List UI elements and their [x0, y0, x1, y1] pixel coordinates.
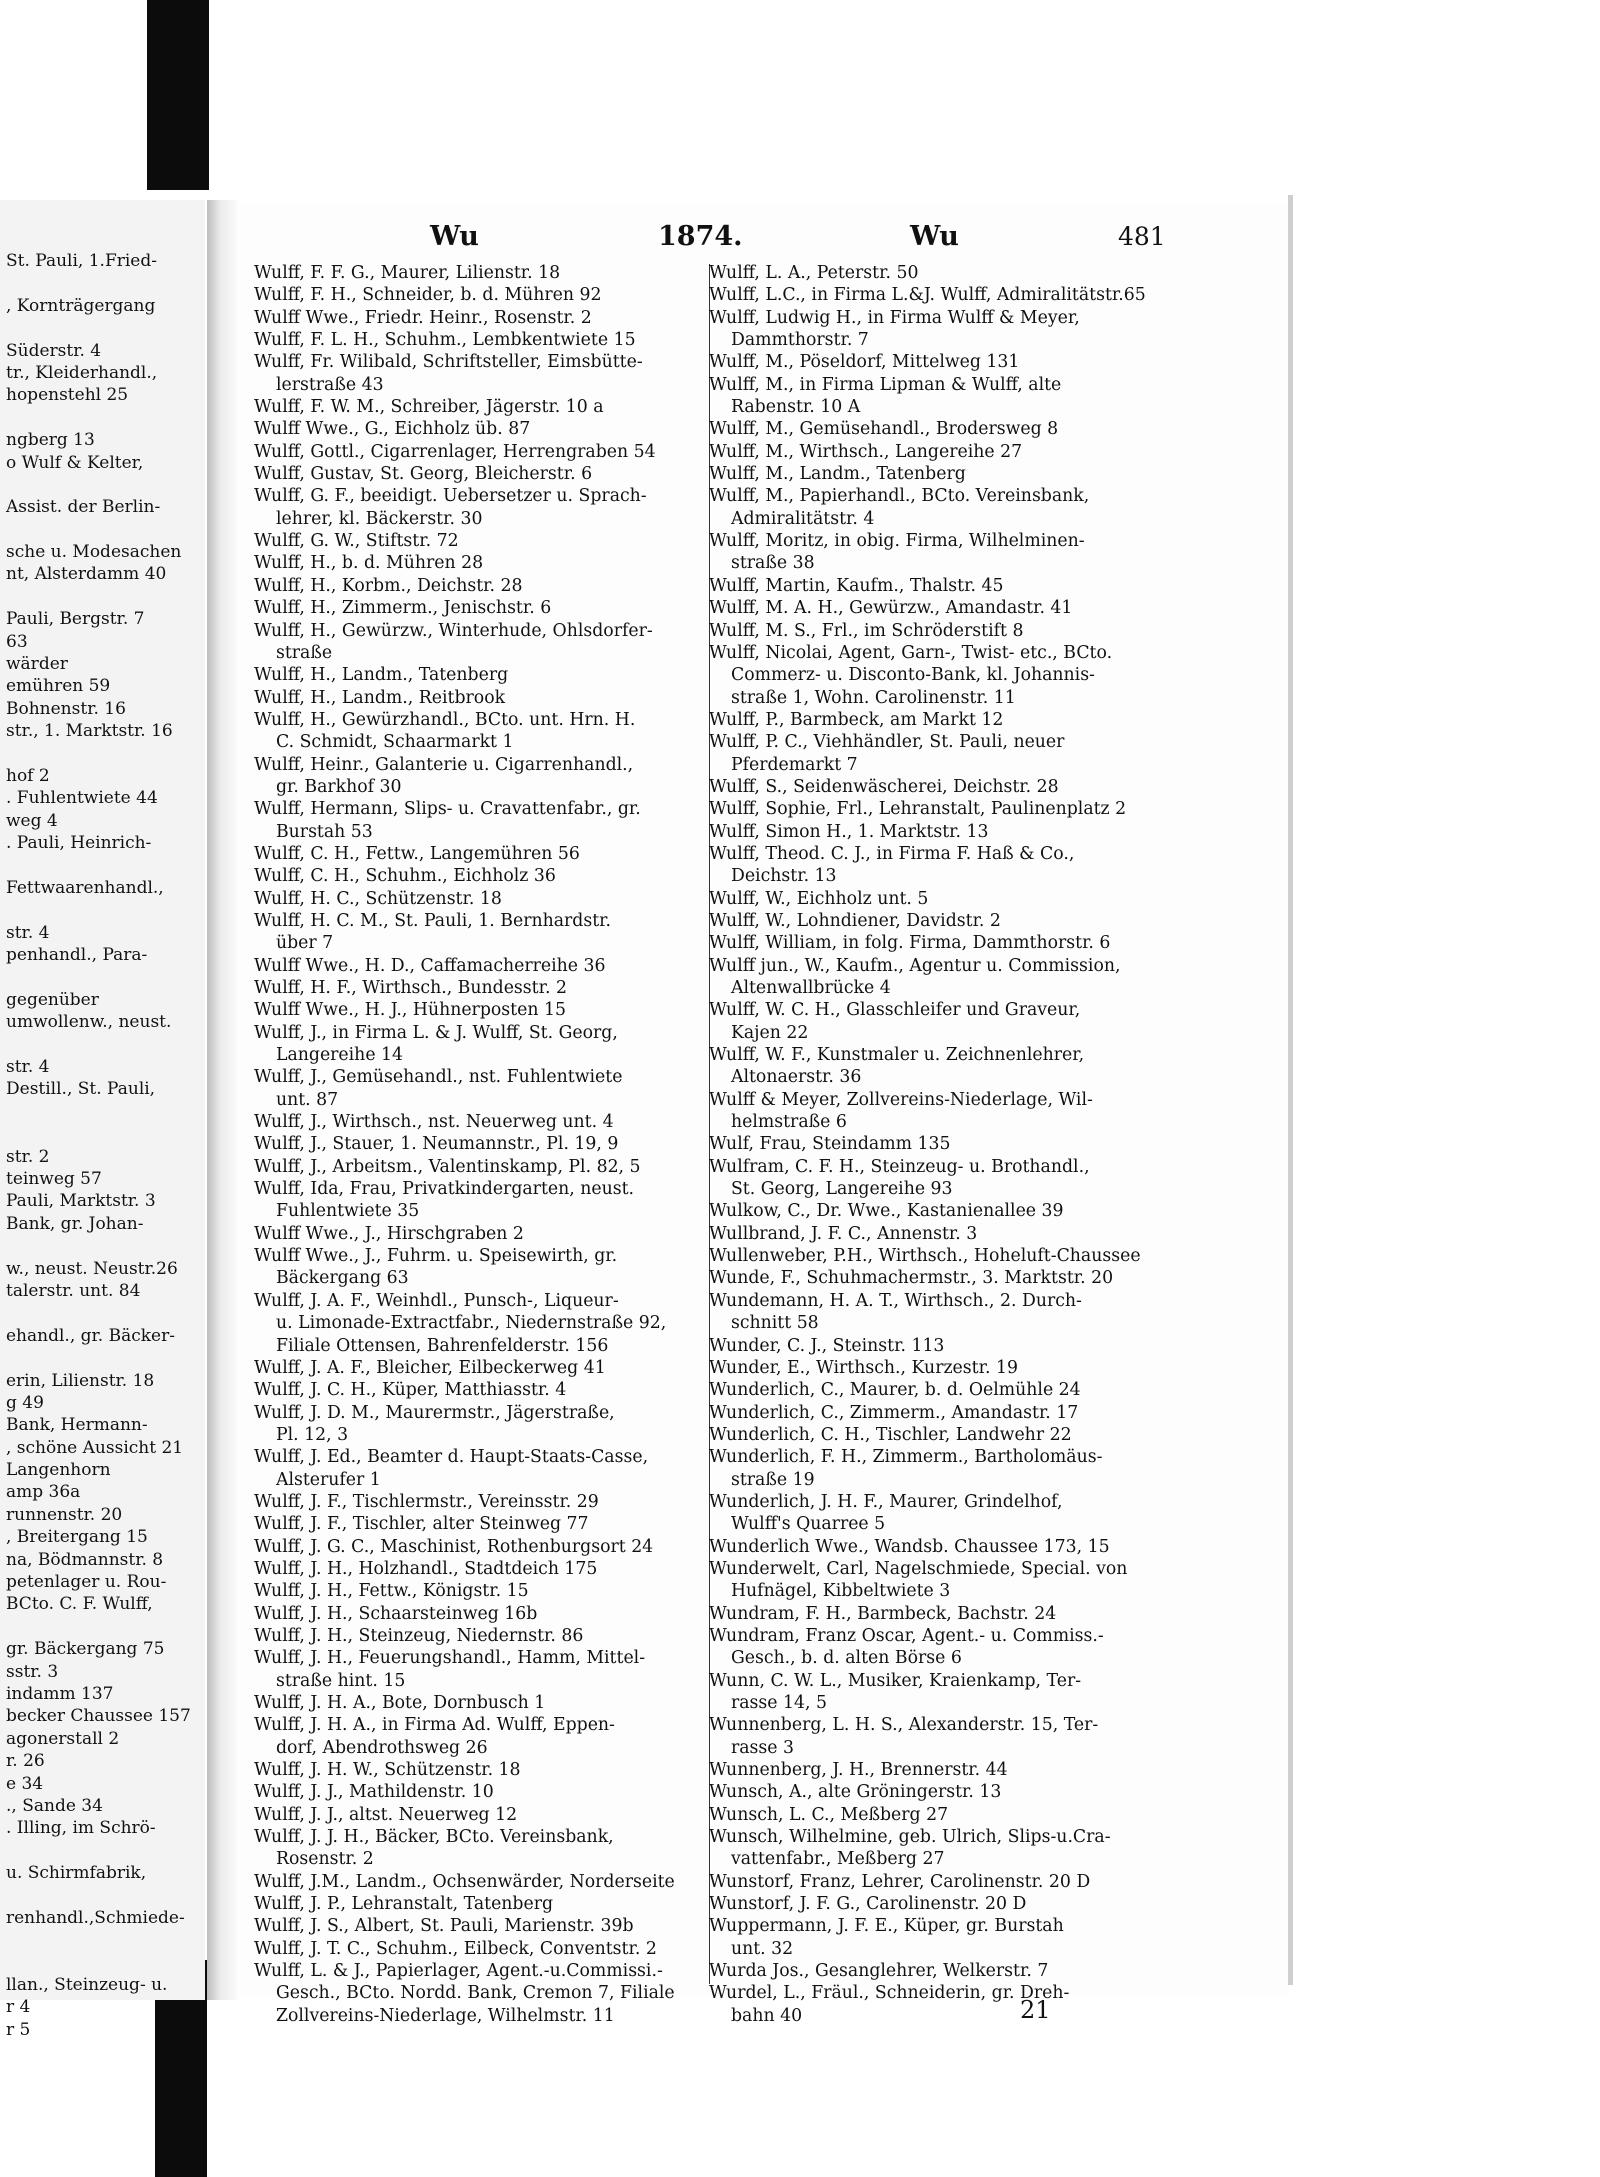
left-page-line: amp 36a: [6, 1482, 81, 1503]
directory-entry-line: Wulff, G. F., beeidigt. Uebersetzer u. Sprach-: [254, 486, 647, 507]
directory-entry-line: St. Georg, Langereihe 93: [709, 1179, 953, 1200]
directory-entry-line: Wulff Wwe., H. J., Hühnerposten 15: [254, 1000, 566, 1021]
directory-entry-line: Wulff, Moritz, in obig. Firma, Wilhelminen-: [709, 531, 1085, 552]
directory-entry-line: straße: [254, 642, 333, 663]
directory-entry-line: Wunderlich, C., Zimmerm., Amandastr. 17: [709, 1402, 1079, 1423]
directory-entry-line: Wulff, G. W., Stiftstr. 72: [254, 531, 459, 552]
left-page-line: [6, 474, 206, 496]
left-page-line: ehandl., gr. Bäcker-: [6, 1325, 175, 1346]
directory-entry-line: Wulff, L. & J., Papierlager, Agent.-u.Commissi.-: [254, 1961, 663, 1982]
directory-entry-line: Wundram, Franz Oscar, Agent.- u. Commiss.-: [709, 1625, 1104, 1646]
left-page-line: [6, 317, 206, 339]
directory-entry-line: Deichstr. 13: [709, 866, 837, 887]
left-page-line: sche u. Modesachen: [6, 542, 182, 563]
left-page-line: weg 4: [6, 810, 58, 831]
directory-entry-line: Wulff, J. F., Tischler, alter Steinweg 77: [254, 1514, 589, 1535]
left-page-line: umwollenw., neust.: [6, 1012, 172, 1033]
directory-entry-line: Wulff, M., Landm., Tatenberg: [709, 464, 966, 485]
directory-entry-line: Wunderlich Wwe., Wandsb. Chaussee 173, 15: [709, 1536, 1110, 1557]
directory-entry-line: helmstraße 6: [709, 1112, 847, 1133]
directory-entry-line: Wulff, H., Gewürzhandl., BCto. unt. Hrn. H.: [254, 709, 636, 730]
header-right-guide: Wu: [910, 221, 959, 252]
directory-entry-line: straße 19: [709, 1469, 815, 1490]
directory-entry-line: Wurda Jos., Gesanglehrer, Welkerstr. 7: [709, 1961, 1049, 1982]
left-page-line: tr., Kleiderhandl.,: [6, 362, 158, 383]
left-page-fragment: [0, 200, 205, 2040]
left-page-line: [6, 1302, 206, 1324]
directory-entry-line: Wulff, J. D. M., Maurermstr., Jägerstraße,: [254, 1402, 615, 1423]
directory-column-right: [709, 262, 1169, 2027]
left-page-line: [6, 899, 206, 921]
directory-entry-line: Langereihe 14: [254, 1045, 404, 1066]
directory-entry-line: unt. 32: [709, 1938, 794, 1959]
directory-entry-line: Wunderlich, J. H. F., Maurer, Grindelhof,: [709, 1491, 1063, 1512]
left-page-line: gr. Bäckergang 75: [6, 1639, 165, 1660]
directory-entry-line: unt. 87: [254, 1089, 339, 1110]
directory-entry-line: Wulff, Ludwig H., in Firma Wulff & Meyer,: [709, 307, 1080, 328]
left-page-line: emühren 59: [6, 676, 111, 697]
left-page-line: str. 4: [6, 1057, 50, 1078]
left-page-line: agonerstall 2: [6, 1728, 120, 1749]
left-page-line: r 5: [6, 2019, 31, 2040]
left-page-line: [6, 1235, 206, 1257]
directory-entry-line: Dammthorstr. 7: [709, 330, 869, 351]
directory-entry-line: Wulff, P. C., Viehhändler, St. Pauli, neuer: [709, 732, 1065, 753]
left-page-line: Pauli, Marktstr. 3: [6, 1191, 156, 1212]
directory-entry-line: Rosenstr. 2: [254, 1849, 374, 1870]
directory-entry-line: Filiale Ottensen, Bahrenfelderstr. 156: [254, 1335, 609, 1356]
directory-column-left: [254, 262, 709, 2027]
left-page-line: [6, 1034, 206, 1056]
directory-entry-line: Wulff, Nicolai, Agent, Garn-, Twist- etc., BCto.: [709, 642, 1113, 663]
directory-entry-line: Wulff, H. C. M., St. Pauli, 1. Bernhardstr.: [254, 910, 612, 931]
directory-entry-line: Wunn, C. W. L., Musiker, Kraienkamp, Ter-: [709, 1670, 1082, 1691]
directory-entry-line: lerstraße 43: [254, 374, 384, 395]
left-page-line: . Illing, im Schrö-: [6, 1818, 156, 1839]
directory-entry-line: Wulff Wwe., H. D., Caffamacherreihe 36: [254, 955, 606, 976]
directory-entry-line: Wunnenberg, L. H. S., Alexanderstr. 15, Ter-: [709, 1715, 1099, 1736]
directory-entry-line: Wulff, M. S., Frl., im Schröderstift 8: [709, 620, 1024, 641]
directory-entry-line: Wulff, Martin, Kaufm., Thalstr. 45: [709, 575, 1004, 596]
directory-entry-line: Fuhlentwiete 35: [254, 1201, 420, 1222]
directory-entry-line: Wulff, F. F. G., Maurer, Lilienstr. 18: [254, 263, 561, 283]
left-page-line: talerstr. unt. 84: [6, 1280, 141, 1301]
left-page-line: . Pauli, Heinrich-: [6, 833, 152, 854]
directory-entry-line: Wunderlich, F. H., Zimmerm., Bartholomäus-: [709, 1447, 1103, 1468]
directory-entry-line: Wunderlich, C., Maurer, b. d. Oelmühle 24: [709, 1380, 1081, 1401]
directory-entry-line: Wulff & Meyer, Zollvereins-Niederlage, Wil-: [709, 1089, 1093, 1110]
directory-entry-line: bahn 40: [709, 2005, 803, 2026]
left-page-line: teinweg 57: [6, 1169, 102, 1190]
directory-entry-line: u. Limonade-Extractfabr., Niedernstraße 92,: [254, 1313, 667, 1334]
directory-entry-line: Gesch., BCto. Nordd. Bank, Cremon 7, Filiale: [254, 1983, 675, 2004]
directory-entry-line: Bäckergang 63: [254, 1268, 409, 1289]
directory-entry-line: straße hint. 15: [254, 1670, 406, 1691]
directory-entry-line: Pl. 12, 3: [254, 1424, 349, 1445]
directory-entry-line: Wulff, H., Korbm., Deichstr. 28: [254, 575, 523, 596]
directory-entry-line: rasse 3: [709, 1737, 794, 1758]
directory-entry-line: Wundram, F. H., Barmbeck, Bachstr. 24: [709, 1603, 1057, 1624]
directory-entry-line: Wunderwelt, Carl, Nagelschmiede, Special. von: [709, 1558, 1128, 1579]
directory-entry-line: Wulff, M., in Firma Lipman & Wulff, alte: [709, 374, 1062, 395]
left-page-line: [6, 1616, 206, 1638]
directory-entry-line: vattenfabr., Meßberg 27: [709, 1849, 945, 1870]
directory-entry-line: Wulff, M., Wirthsch., Langereihe 27: [709, 441, 1023, 462]
left-page-line: ngberg 13: [6, 430, 95, 451]
directory-entry-line: Wulff, C. H., Schuhm., Eichholz 36: [254, 866, 556, 887]
directory-entry-line: Wulff, J., Arbeitsm., Valentinskamp, Pl. 82, 5: [254, 1156, 641, 1177]
directory-entry-line: Wulff, J. A. F., Bleicher, Eilbeckerweg 41: [254, 1357, 606, 1378]
left-page-line: becker Chaussee 157: [6, 1706, 191, 1727]
directory-entry-line: Wunde, F., Schuhmachermstr., 3. Marktstr. 20: [709, 1268, 1114, 1289]
directory-entry-line: Wulff, J. A. F., Weinhdl., Punsch-, Liqueur-: [254, 1290, 619, 1311]
directory-entry-line: Gesch., b. d. alten Börse 6: [709, 1648, 962, 1669]
left-page-line: Bank, Hermann-: [6, 1415, 148, 1436]
left-page-line: Assist. der Berlin-: [6, 497, 161, 518]
directory-entry-line: Wulff, M., Pöseldorf, Mittelweg 131: [709, 352, 1020, 373]
directory-entry-line: Wullbrand, J. F. C., Annenstr. 3: [709, 1223, 978, 1244]
left-page-line: ., Sande 34: [6, 1795, 103, 1816]
directory-entry-line: Wulff, H. F., Wirthsch., Bundesstr. 2: [254, 978, 567, 998]
directory-entry-line: Wulff, H., Landm., Reitbrook: [254, 687, 506, 708]
directory-entry-line: Wulff, M., Gemüsehandl., Brodersweg 8: [709, 419, 1059, 440]
directory-entry-line: Wulff, Sophie, Frl., Lehranstalt, Paulinenplatz 2: [709, 799, 1127, 820]
directory-entry-line: Wunsch, Wilhelmine, geb. Ulrich, Slips-u.Cra-: [709, 1827, 1111, 1848]
left-page-line: Langenhorn: [6, 1460, 111, 1481]
left-page-line: str., 1. Marktstr. 16: [6, 721, 173, 742]
left-page-line: na, Bödmannstr. 8: [6, 1549, 164, 1570]
directory-entry-line: Wulkow, C., Dr. Wwe., Kastanienallee 39: [709, 1201, 1064, 1222]
directory-entry-line: Commerz- u. Disconto-Bank, kl. Johannis-: [709, 665, 1095, 686]
left-page-line: u. Schirmfabrik,: [6, 1863, 147, 1884]
directory-entry-line: Admiralitätstr. 4: [709, 508, 875, 529]
directory-entry-line: C. Schmidt, Schaarmarkt 1: [254, 732, 514, 753]
directory-entry-line: Wulff, C. H., Fettw., Langemühren 56: [254, 843, 580, 864]
directory-entry-line: Wulff Wwe., J., Hirschgraben 2: [254, 1223, 524, 1244]
left-page-line: w., neust. Neustr.26: [6, 1258, 178, 1279]
directory-entry-line: Wulff, J. H., Feuerungshandl., Hamm, Mittel-: [254, 1648, 646, 1669]
left-page-line: erin, Lilienstr. 18: [6, 1370, 155, 1391]
directory-entry-line: Wulff, J. H. A., in Firma Ad. Wulff, Eppen-: [254, 1715, 615, 1736]
directory-entry-line: Wulff, J., Stauer, 1. Neumannstr., Pl. 19, 9: [254, 1134, 619, 1155]
directory-entry-line: Wulff, J. C. H., Küper, Matthiasstr. 4: [254, 1380, 567, 1401]
left-page-line: [6, 1123, 206, 1145]
directory-entry-line: Altenwallbrücke 4: [709, 978, 891, 998]
left-page-line: [6, 743, 206, 765]
directory-entry-line: Wulff, Gottl., Cigarrenlager, Herrengraben 54: [254, 441, 656, 462]
left-page-line: St. Pauli, 1.Fried-: [6, 251, 157, 271]
directory-entry-line: Wulff, J., Gemüsehandl., nst. Fuhlentwiete: [254, 1067, 623, 1088]
directory-entry-line: Wulff, J. H. A., Bote, Dornbusch 1: [254, 1693, 546, 1713]
directory-entry-line: Wulff, J. J., altst. Neuerweg 12: [254, 1804, 518, 1825]
directory-entry-line: Wulff, J. H. W., Schützenstr. 18: [254, 1760, 521, 1781]
directory-entry-line: Wulff, F. L. H., Schuhm., Lembkentwiete 15: [254, 330, 636, 351]
directory-entry-line: Wurdel, L., Fräul., Schneiderin, gr. Dreh-: [709, 1983, 1070, 2004]
directory-entry-line: Wunstorf, J. F. G., Carolinenstr. 20 D: [709, 1894, 1027, 1915]
left-page-line: indamm 137: [6, 1684, 114, 1704]
left-page-line: [6, 1347, 206, 1369]
directory-entry-line: Rabenstr. 10 A: [709, 397, 861, 418]
left-page-line: [6, 586, 206, 608]
directory-entry-line: Wulff, J. J. H., Bäcker, BCto. Vereinsbank,: [254, 1827, 614, 1848]
left-page-line: wärder: [6, 654, 68, 675]
directory-entry-line: Wulff, Simon H., 1. Marktstr. 13: [709, 821, 989, 842]
left-page-line: llan., Steinzeug- u.: [6, 1975, 168, 1996]
page-gutter: [207, 200, 237, 2000]
directory-entry-line: Alsterufer 1: [254, 1469, 381, 1490]
left-page-line: [6, 272, 206, 294]
left-page-text: [6, 250, 206, 2041]
directory-entry-line: Wulff, J. Ed., Beamter d. Haupt-Staats-Casse,: [254, 1447, 649, 1468]
left-page-line: o Wulf & Kelter,: [6, 452, 144, 473]
left-page-line: penhandl., Para-: [6, 945, 148, 966]
directory-entry-line: straße 38: [709, 553, 815, 574]
directory-entry-line: Wulff, J. H., Holzhandl., Stadtdeich 175: [254, 1558, 598, 1579]
left-page-line: g 49: [6, 1392, 44, 1413]
directory-entry-line: Burstah 53: [254, 821, 373, 842]
directory-entry-line: Wulff, H., Zimmerm., Jenischstr. 6: [254, 598, 552, 619]
left-page-line: r. 26: [6, 1751, 45, 1772]
directory-entry-line: Wulfram, C. F. H., Steinzeug- u. Brothandl.,: [709, 1156, 1090, 1177]
directory-entry-line: Wunnenberg, J. H., Brennerstr. 44: [709, 1760, 1008, 1781]
directory-entry-line: Wullenweber, P.H., Wirthsch., Hoheluft-Chaussee: [709, 1246, 1141, 1267]
directory-entry-line: Wulff, J., in Firma L. & J. Wulff, St. Georg,: [254, 1022, 618, 1043]
directory-entry-line: gr. Barkhof 30: [254, 776, 402, 797]
directory-entry-line: Wulff, W. C. H., Glasschleifer und Graveur,: [709, 1000, 1081, 1021]
directory-entry-line: Wulff Wwe., Friedr. Heinr., Rosenstr. 2: [254, 307, 592, 328]
directory-entry-line: rasse 14, 5: [709, 1693, 827, 1713]
left-page-line: Süderstr. 4: [6, 340, 102, 361]
left-page-line: [6, 1840, 206, 1862]
directory-entry-line: Wulff, W. F., Kunstmaler u. Zeichnenlehrer,: [709, 1045, 1085, 1066]
directory-entry-line: Altonaerstr. 36: [709, 1067, 862, 1088]
left-page-line: nt, Alsterdamm 40: [6, 564, 167, 585]
directory-entry-line: Wulff, Fr. Wilibald, Schriftsteller, Eimsbütte-: [254, 352, 643, 373]
directory-entry-line: Wunder, E., Wirthsch., Kurzestr. 19: [709, 1357, 1018, 1378]
directory-entry-line: Wulff, H., b. d. Mühren 28: [254, 553, 484, 574]
directory-entry-line: Wunsch, A., alte Gröningerstr. 13: [709, 1782, 1002, 1803]
left-page-line: Pauli, Bergstr. 7: [6, 609, 145, 630]
left-page-line: BCto. C. F. Wulff,: [6, 1594, 153, 1615]
directory-entry-line: über 7: [254, 933, 334, 954]
directory-entry-line: Zollvereins-Niederlage, Wilhelmstr. 11: [254, 2005, 615, 2026]
directory-entry-line: Wulff, Hermann, Slips- u. Cravattenfabr., gr.: [254, 799, 641, 820]
left-page-line: petenlager u. Rou-: [6, 1572, 167, 1593]
left-page-line: , Kornträgergang: [6, 295, 156, 316]
directory-entry-line: Wulff, J. H., Fettw., Königstr. 15: [254, 1581, 529, 1602]
left-page-line: Fettwaarenhandl.,: [6, 877, 164, 898]
directory-entry-line: Wulff, Heinr., Galanterie u. Cigarrenhandl.,: [254, 754, 634, 775]
directory-entry-line: Wulff's Quarree 5: [709, 1514, 886, 1535]
directory-entry-line: Wulff, J. F., Tischlermstr., Vereinsstr. 29: [254, 1491, 599, 1512]
directory-entry-line: Wulff, M., Papierhandl., BCto. Vereinsbank,: [709, 486, 1090, 507]
left-page-line: gegenüber: [6, 989, 99, 1010]
left-page-line: [6, 1952, 206, 1974]
directory-entry-line: Wulff, J. S., Albert, St. Pauli, Marienstr. 39b: [254, 1916, 634, 1937]
directory-entry-line: Pferdemarkt 7: [709, 754, 858, 775]
directory-entry-line: Wulff, J. G. C., Maschinist, Rothenburgsort 24: [254, 1536, 654, 1557]
directory-entry-line: Wulff, William, in folg. Firma, Dammthorstr. 6: [709, 933, 1111, 954]
binding-strip-top: [147, 0, 209, 190]
directory-entry-line: Wulff, Ida, Frau, Privatkindergarten, neust.: [254, 1179, 635, 1200]
directory-entry-line: Wulff, H., Gewürzw., Winterhude, Ohlsdorfer-: [254, 620, 653, 641]
left-page-line: 63: [6, 631, 28, 652]
left-page-line: hof 2: [6, 765, 50, 786]
directory-entry-line: Wulff, J., Wirthsch., nst. Neuerweg unt. 4: [254, 1112, 614, 1133]
left-page-line: . Fuhlentwiete 44: [6, 788, 158, 809]
directory-entry-line: Wulff, Gustav, St. Georg, Bleicherstr. 6: [254, 464, 593, 485]
directory-entry-line: Kajen 22: [709, 1022, 809, 1043]
left-page-line: r 4: [6, 1997, 31, 2018]
directory-entry-line: Wulff, P., Barmbeck, am Markt 12: [709, 709, 1004, 730]
left-page-line: [6, 967, 206, 989]
left-page-line: [6, 855, 206, 877]
directory-entry-line: Wulff, J. H., Schaarsteinweg 16b: [254, 1603, 538, 1624]
directory-entry-line: Wulff, Theod. C. J., in Firma F. Haß & Co.,: [709, 843, 1075, 864]
left-page-line: runnenstr. 20: [6, 1504, 123, 1525]
directory-entry-line: Wulff, W., Lohndiener, Davidstr. 2: [709, 910, 1001, 931]
directory-entry-line: Wulff, J. J., Mathildenstr. 10: [254, 1782, 494, 1803]
directory-entry-line: Wulff jun., W., Kaufm., Agentur u. Commission,: [709, 955, 1121, 976]
left-page-line: , Breitergang 15: [6, 1527, 148, 1548]
directory-entry-line: Wulff, L.C., in Firma L.&J. Wulff, Admiralitätstr.65: [709, 285, 1146, 306]
directory-entry-line: schnitt 58: [709, 1313, 819, 1334]
directory-entry-line: Wulff, W., Eichholz unt. 5: [709, 888, 929, 909]
directory-entry-line: Wunder, C. J., Steinstr. 113: [709, 1335, 945, 1356]
directory-entry-line: Hufnägel, Kibbeltwiete 3: [709, 1581, 951, 1602]
directory-entry-line: Wundemann, H. A. T., Wirthsch., 2. Durch-: [709, 1290, 1082, 1311]
left-page-line: [6, 407, 206, 429]
left-page-line: Destill., St. Pauli,: [6, 1079, 156, 1100]
left-page-line: str. 4: [6, 922, 50, 943]
left-page-line: str. 2: [6, 1146, 50, 1167]
left-page-line: [6, 1885, 206, 1907]
directory-entry-line: Wulff, H., Landm., Tatenberg: [254, 665, 509, 686]
directory-entry-line: Wunsch, L. C., Meßberg 27: [709, 1804, 949, 1825]
left-page-line: sstr. 3: [6, 1661, 59, 1682]
directory-entry-line: Wulff, M. A. H., Gewürzw., Amandastr. 41: [709, 598, 1073, 619]
directory-entry-line: Wulff, H. C., Schützenstr. 18: [254, 888, 502, 909]
header-left-guide: Wu: [430, 221, 479, 252]
directory-entry-line: Wunderlich, C. H., Tischler, Landwehr 22: [709, 1424, 1072, 1445]
page-number: 481: [1118, 222, 1166, 251]
directory-entry-line: Wulff, J. H., Steinzeug, Niedernstr. 86: [254, 1625, 584, 1646]
directory-entry-line: Wulff, J. T. C., Schuhm., Eilbeck, Conventstr. 2: [254, 1938, 657, 1959]
left-page-line: hopenstehl 25: [6, 385, 129, 406]
left-page-line: [6, 1929, 206, 1951]
directory-entry-line: Wuppermann, J. F. E., Küper, gr. Burstah: [709, 1916, 1064, 1937]
left-page-line: Bank, gr. Johan-: [6, 1213, 144, 1234]
directory-entry-line: Wulf, Frau, Steindamm 135: [709, 1134, 951, 1155]
left-page-line: , schöne Aussicht 21: [6, 1437, 184, 1458]
directory-entry-line: Wulff, J.M., Landm., Ochsenwärder, Norderseite: [254, 1871, 675, 1892]
page-edge: [1288, 195, 1293, 1985]
directory-entry-line: Wulff, F. W. M., Schreiber, Jägerstr. 10 a: [254, 397, 604, 418]
left-page-line: [6, 1101, 206, 1123]
directory-entry-line: Wulff, S., Seidenwäscherei, Deichstr. 28: [709, 776, 1059, 797]
left-page-line: e 34: [6, 1773, 44, 1794]
directory-entry-line: Wulff, F. H., Schneider, b. d. Mühren 92: [254, 285, 602, 306]
directory-entry-line: Wunstorf, Franz, Lehrer, Carolinenstr. 20 D: [709, 1871, 1091, 1892]
header-year: 1874.: [658, 221, 743, 252]
left-page-line: Bohnenstr. 16: [6, 698, 126, 719]
left-page-line: [6, 519, 206, 541]
directory-entry-line: Wulff, L. A., Peterstr. 50: [709, 263, 919, 283]
left-page-line: renhandl.,Schmiede-: [6, 1907, 185, 1928]
directory-entry-line: straße 1, Wohn. Carolinenstr. 11: [709, 687, 1016, 708]
directory-entry-line: Wulff Wwe., G., Eichholz üb. 87: [254, 419, 531, 440]
directory-entry-line: lehrer, kl. Bäckerstr. 30: [254, 508, 483, 529]
directory-entry-line: dorf, Abendrothsweg 26: [254, 1737, 488, 1758]
printer-signature: 21: [1020, 1996, 1051, 2024]
directory-entry-line: Wulff Wwe., J., Fuhrm. u. Speisewirth, gr.: [254, 1246, 618, 1267]
directory-entry-line: Wulff, J. P., Lehranstalt, Tatenberg: [254, 1894, 554, 1915]
